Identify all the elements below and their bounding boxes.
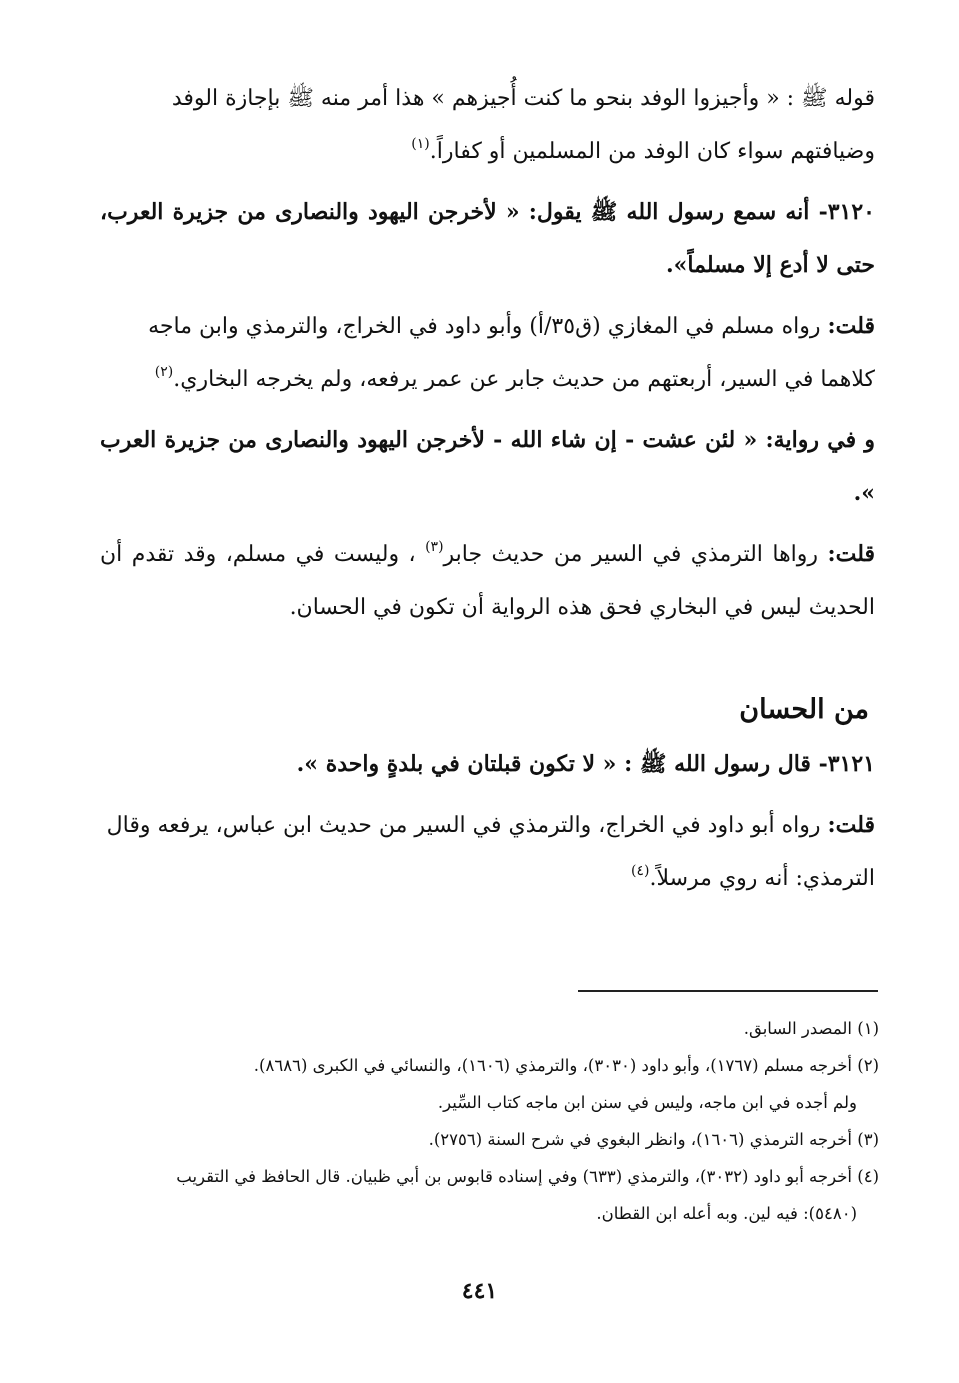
footnote-ref: (٤) [631, 863, 650, 879]
riwaya-paragraph: و في رواية: « لئن عشت - إن شاء الله - لأخرجن اليهود والنصارى من جزيرة العرب ». [100, 427, 875, 506]
footnote-2: (٢) أخرجه مسلم (١٧٦٧)، وأبو داود (٣٠٣٠)، والترمذي (١٦٠٦)، والنسائي في الكبرى (٨٦٨٦). [253, 1056, 879, 1075]
footnote-ref: (١) [411, 136, 430, 152]
qultu-paragraph: قلت: رواه أبو داود في الخراج، والترمذي في السير من حديث ابن عباس، يرفعه وقال الترمذي: أنه روي مرسلاً.$^{(٤)}$ [106, 812, 875, 891]
qultu-keyword: قلت: [827, 313, 875, 339]
footnote-3: (٣) أخرجه الترمذي (١٦٠٦)، وانظر البغوي في شرح السنة (٢٧٥٦). [428, 1130, 879, 1149]
footnote-divider [578, 990, 878, 992]
qultu-keyword: قلت: [827, 812, 875, 838]
footnote-ref: (٢) [154, 364, 174, 380]
commentary-paragraph: قوله ﷺ : « وأجيزوا الوفد بنحو ما كنت أُجيزهم » هذا أمر منه ﷺ بإجازة الوفد وضيافتهم سواء كان الوفد من المسلمين أو كفاراً.$^{(١)}$ [171, 86, 875, 164]
qultu-keyword: قلت: [827, 541, 876, 567]
footnote-4: (٤) أخرجه أبو داود (٣٠٣٢)، والترمذي (٦٣٣) وفي إسناده قابوس بن أبي ظبيان. قال الحافظ في التقريب [176, 1167, 879, 1186]
footnotes [79, 1010, 879, 1232]
footnote-4-continued: (٥٤٨٠): فيه لين. وبه أعله ابن القطان. [596, 1204, 857, 1223]
footnote-1: (١) المصدر السابق. [743, 1019, 879, 1038]
qultu-paragraph: قلت: رواها الترمذي في السير من حديث جابر$^{(٣)}$ ، وليست في مسلم، وقد تقدم أن الحديث ليس في البخاري فحق هذه الرواية أن تكون في الحسان. [100, 539, 876, 620]
main-text-hisan [100, 738, 875, 913]
main-text [100, 72, 875, 642]
footnote-ref: (٣) [425, 539, 444, 555]
hadith-3121: ٣١٢١- قال رسول الله ﷺ : « لا تكون قبلتان في بلدةٍ واحدة ». [296, 751, 875, 777]
section-heading: من الحسان [739, 694, 869, 725]
hadith-3120: ٣١٢٠- أنه سمع رسول الله ﷺ يقول: « لأخرجن اليهود والنصارى من جزيرة العرب، حتى لا أدع إلا مسلماً». [100, 199, 875, 278]
page-number: ٤٤١ [461, 1278, 498, 1304]
footnote-2-continued: ولم أجده في ابن ماجه، وليس في سنن ابن ماجه كتاب السِّير. [437, 1093, 857, 1112]
qultu-paragraph: قلت: رواه مسلم في المغازي (ق٣٥/أ) وأبو داود في الخراج، والترمذي وابن ماجه كلاهما في السير، أربعتهم من حديث جابر عن عمر يرفعه، ولم يخرجه البخاري.$^{(٢)}$ [148, 313, 875, 392]
